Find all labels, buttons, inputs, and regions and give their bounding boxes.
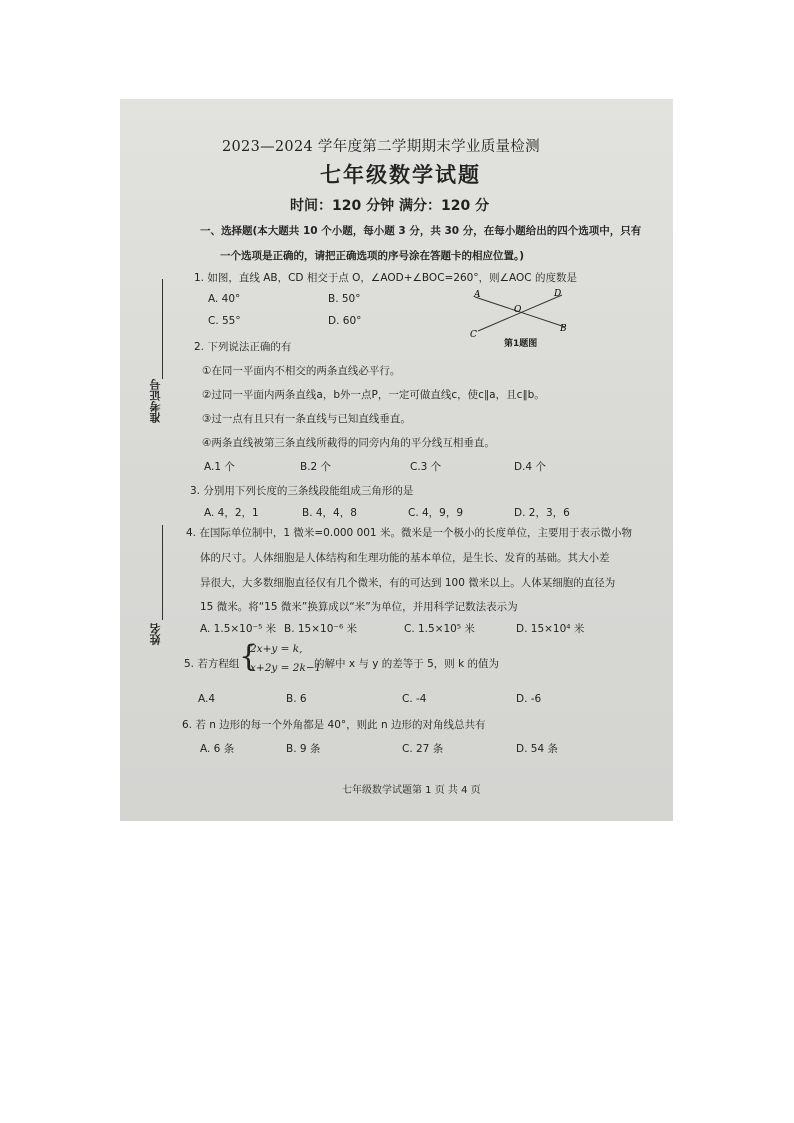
exam-id-line [162,279,163,379]
q5-option-b: B. 6 [286,693,307,705]
q2-statement-3: ③过一点有且只有一条直线与已知直线垂直。 [202,413,411,425]
name-line [162,525,163,620]
q2-option-b: B.2 个 [300,461,332,473]
section-intro-line2: 一个选项是正确的，请把正确选项的序号涂在答题卡的相应位置。) [220,250,525,262]
q4-line-3: 异很大，大多数细胞直径仅有几个微米，有的可达到 100 微米以上。人体某细胞的直径为 [200,577,616,589]
q5-option-c: C. -4 [402,693,427,705]
label-d: D [554,289,562,299]
q3-stem: 3. 分别用下列长度的三条线段能组成三角形的是 [190,485,414,497]
q4-option-c: C. 1.5×10⁵ 米 [404,623,475,635]
section-intro-line1: 一、选择题(本大题共 10 个小题，每小题 3 分，共 30 分，在每小题给出的四个选项中，只有 [200,225,642,237]
q2-statement-2: ②过同一平面内两条直线a，b外一点P，一定可做直线c，使c∥a，且c∥b。 [202,389,545,401]
q2-option-c: C.3 个 [410,461,442,473]
q3-option-b: B. 4，4，8 [302,507,357,519]
q1-option-c: C. 55° [208,315,241,327]
label-c: C [470,330,477,340]
q4-line-1: 4. 在国际单位制中，1 微米=0.000 001 米。微米是一个极小的长度单位，主要用于表示微小物 [186,527,632,539]
exam-title: 七年级数学试题 [320,163,481,187]
q5-option-d: D. -6 [516,693,542,705]
q2-option-d: D.4 个 [514,461,546,473]
q6-option-d: D. 54 条 [516,743,558,755]
q4-line-2: 体的尺寸。人体细胞是人体结构和生理功能的基本单位，是生长、发育的基础。其大小差 [200,552,610,564]
name-label: 姓名 [149,623,162,645]
exam-id-label: 准考证号 [149,379,162,423]
q5-equation-1: 2x+y = k, [250,643,303,655]
q1-figure-caption: 第1题图 [504,339,538,349]
q4-option-b: B. 15×10⁻⁶ 米 [284,623,357,635]
q6-option-c: C. 27 条 [402,743,444,755]
q1-option-b: B. 50° [328,293,361,305]
q2-statement-4: ④两条直线被第三条直线所截得的同旁内角的平分线互相垂直。 [202,437,495,449]
q4-line-4: 15 微米。将“15 微米”换算成以“米”为单位，并用科学记数法表示为 [200,601,518,613]
q3-option-c: C. 4，9，9 [408,507,464,519]
q2-option-a: A.1 个 [204,461,235,473]
label-b: B [560,324,567,334]
time-info: 时间：120 分钟 满分：120 分 [290,198,490,214]
q5-prefix: 5. 若方程组 [184,658,240,670]
q1-option-a: A. 40° [208,293,241,305]
q3-option-a: A. 4，2，1 [204,507,259,519]
q5-equation-2: x+2y = 2k−1 [250,662,322,674]
q5-brace: { [239,639,259,674]
q2-stem: 2. 下列说法正确的有 [194,341,292,353]
q2-statement-1: ①在同一平面内不相交的两条直线必平行。 [202,365,401,377]
exam-paper [120,99,673,821]
q1-stem: 1. 如图，直线 AB，CD 相交于点 O，∠AOD+∠BOC=260°，则∠AOC 的度数是 [194,272,577,284]
q5-suffix: 的解中 x 与 y 的差等于 5，则 k 的值为 [314,658,500,670]
q6-option-a: A. 6 条 [200,743,235,755]
q6-option-b: B. 9 条 [286,743,321,755]
page-footer: 七年级数学试题第 1 页 共 4 页 [342,785,481,796]
label-a: A [474,290,481,300]
q4-option-d: D. 15×10⁴ 米 [516,623,585,635]
q1-option-d: D. 60° [328,315,362,327]
q6-stem: 6. 若 n 边形的每一个外角都是 40°，则此 n 边形的对角线总共有 [182,719,486,731]
q4-option-a: A. 1.5×10⁻⁵ 米 [200,623,277,635]
q3-option-d: D. 2，3，6 [514,507,570,519]
q5-option-a: A.4 [198,693,216,705]
exam-header: 2023—2024 学年度第二学期期末学业质量检测 [222,139,540,155]
label-o: O [514,305,522,315]
